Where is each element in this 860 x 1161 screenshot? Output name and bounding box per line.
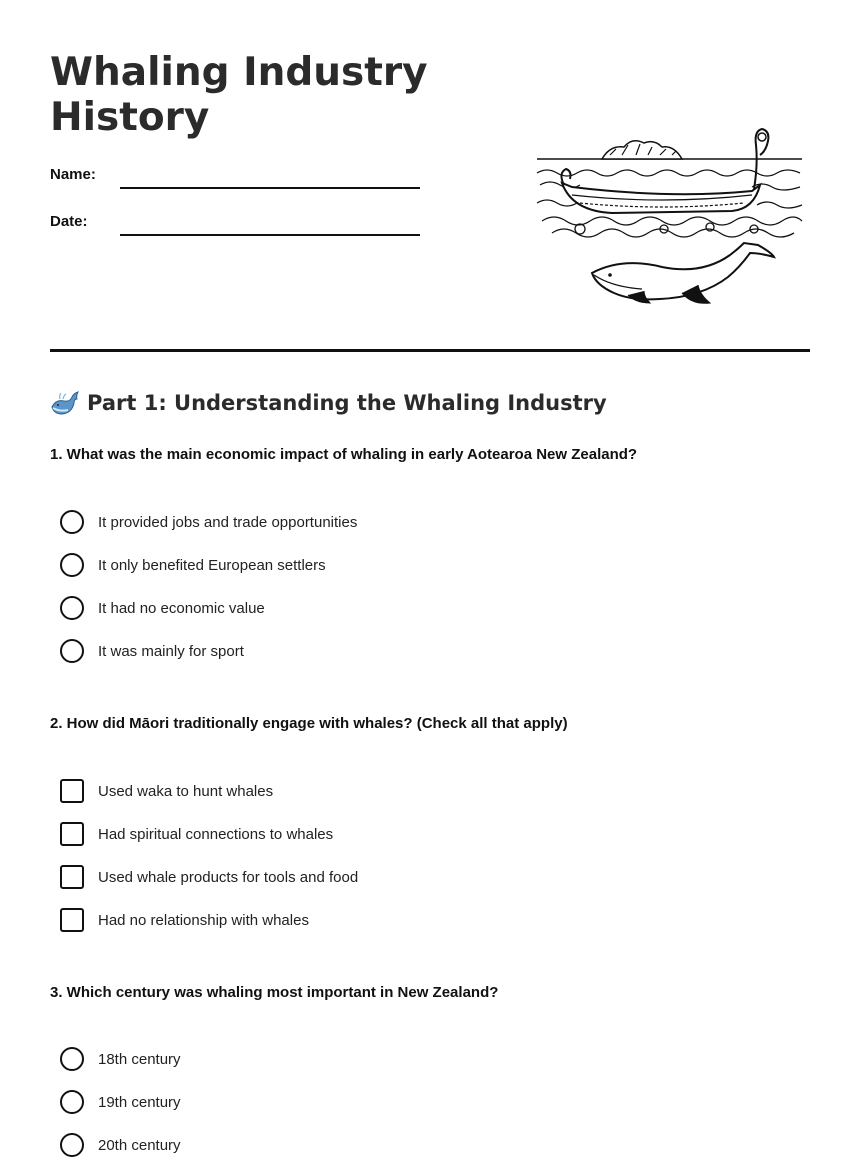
section-title [50,389,607,417]
q1-option-4[interactable] [60,638,244,664]
option-label: Had spiritual connections to whales [98,825,334,843]
option-label: 18th century [98,1050,181,1068]
whale-icon [50,389,80,417]
checkbox[interactable] [60,865,84,889]
q2-option-4[interactable] [60,907,309,933]
radio-button[interactable] [60,510,84,534]
radio-button[interactable] [60,596,84,620]
radio-button[interactable] [60,1047,84,1071]
q3-option-3[interactable] [60,1132,181,1158]
q1-option-3[interactable] [60,595,265,621]
q1-option-1[interactable] [60,509,357,535]
waka-canoe-and-whale-illustration [532,125,807,310]
q3-option-1[interactable] [60,1046,181,1072]
option-label: It provided jobs and trade opportunities [98,513,358,531]
section-title-text: Part 1: Understanding the Whaling Industry [87,391,607,415]
q2-option-3[interactable] [60,864,358,890]
q2-option-1[interactable] [60,778,273,804]
title-line-2: History [50,95,210,140]
checkbox[interactable] [60,822,84,846]
option-label: 19th century [98,1093,181,1111]
date-field-line[interactable] [120,234,420,236]
q2-option-2[interactable] [60,821,333,847]
option-label: It was mainly for sport [98,642,244,660]
question-1: 1. What was the main economic impact of whaling in early Aotearoa New Zealand? [50,446,638,463]
q1-option-2[interactable] [60,552,326,578]
option-label: 20th century [98,1136,181,1154]
option-label: It had no economic value [98,599,265,617]
option-label: It only benefited European settlers [98,556,326,574]
question-3: 3. Which century was whaling most important in New Zealand? [50,984,499,1001]
radio-button[interactable] [60,1133,84,1157]
checkbox[interactable] [60,779,84,803]
radio-button[interactable] [60,639,84,663]
question-2: 2. How did Māori traditionally engage with whales? (Check all that apply) [50,715,568,732]
option-label: Used whale products for tools and food [98,868,359,886]
date-label: Date: [50,213,88,230]
page-title [50,50,470,140]
radio-button[interactable] [60,1090,84,1114]
option-label: Had no relationship with whales [98,911,309,929]
checkbox[interactable] [60,908,84,932]
option-label: Used waka to hunt whales [98,782,274,800]
name-label: Name: [50,166,96,183]
q3-option-2[interactable] [60,1089,181,1115]
header-divider [50,349,810,352]
name-field-line[interactable] [120,187,420,189]
title-line-1: Whaling Industry [50,50,428,95]
radio-button[interactable] [60,553,84,577]
